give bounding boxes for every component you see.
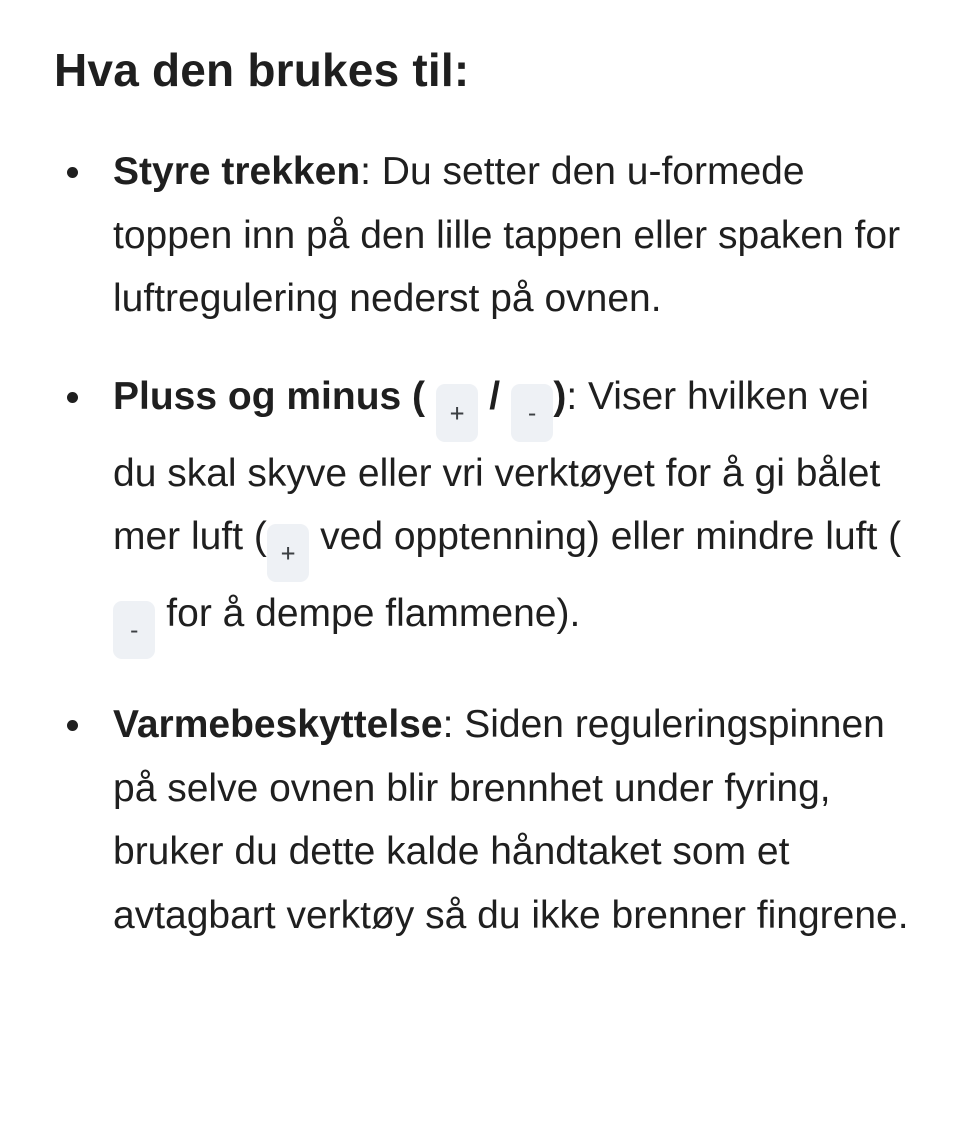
- usage-list: [54, 140, 920, 947]
- item-text: : Siden reguleringspinnen på selve ovnen blir brennhet under fyring, bruker du dette kalde håndtaket som et avtagbart verktøy så du ikke brenner fingrene.: [113, 703, 909, 937]
- item-text-part-3: for å dempe flammene).: [155, 592, 581, 635]
- item-text-part-1: : Viser hvilken vei du skal skyve eller vri verktøyet for å gi bålet mer luft (: [113, 374, 881, 558]
- item-title: Styre trekken: [113, 150, 361, 193]
- item-title: Varmebeskyttelse: [113, 703, 443, 746]
- item-title-start: Pluss og minus (: [113, 374, 426, 418]
- section-heading: Hva den brukes til:: [54, 44, 470, 96]
- list-item-plus-minus: [54, 365, 913, 660]
- item-text: : Du setter den u-formede toppen inn på den lille tappen eller spaken for luftregulering nederst på ovnen.: [113, 150, 901, 320]
- list-item-heat-protection: [54, 693, 913, 947]
- list-item-draft-control: [54, 140, 913, 331]
- item-title-end: ): [553, 374, 567, 418]
- bullet-dot-icon: [67, 392, 78, 403]
- inline-code-minus: -: [511, 384, 553, 442]
- item-title-slash: /: [489, 374, 501, 418]
- inline-code-plus: +: [436, 384, 478, 442]
- item-text-part-2: ved opptenning) eller mindre luft (: [309, 515, 902, 558]
- inline-code-plus-2: +: [267, 524, 309, 582]
- inline-code-minus-2: -: [113, 601, 155, 659]
- bullet-dot-icon: [67, 167, 78, 178]
- bullet-dot-icon: [67, 720, 78, 731]
